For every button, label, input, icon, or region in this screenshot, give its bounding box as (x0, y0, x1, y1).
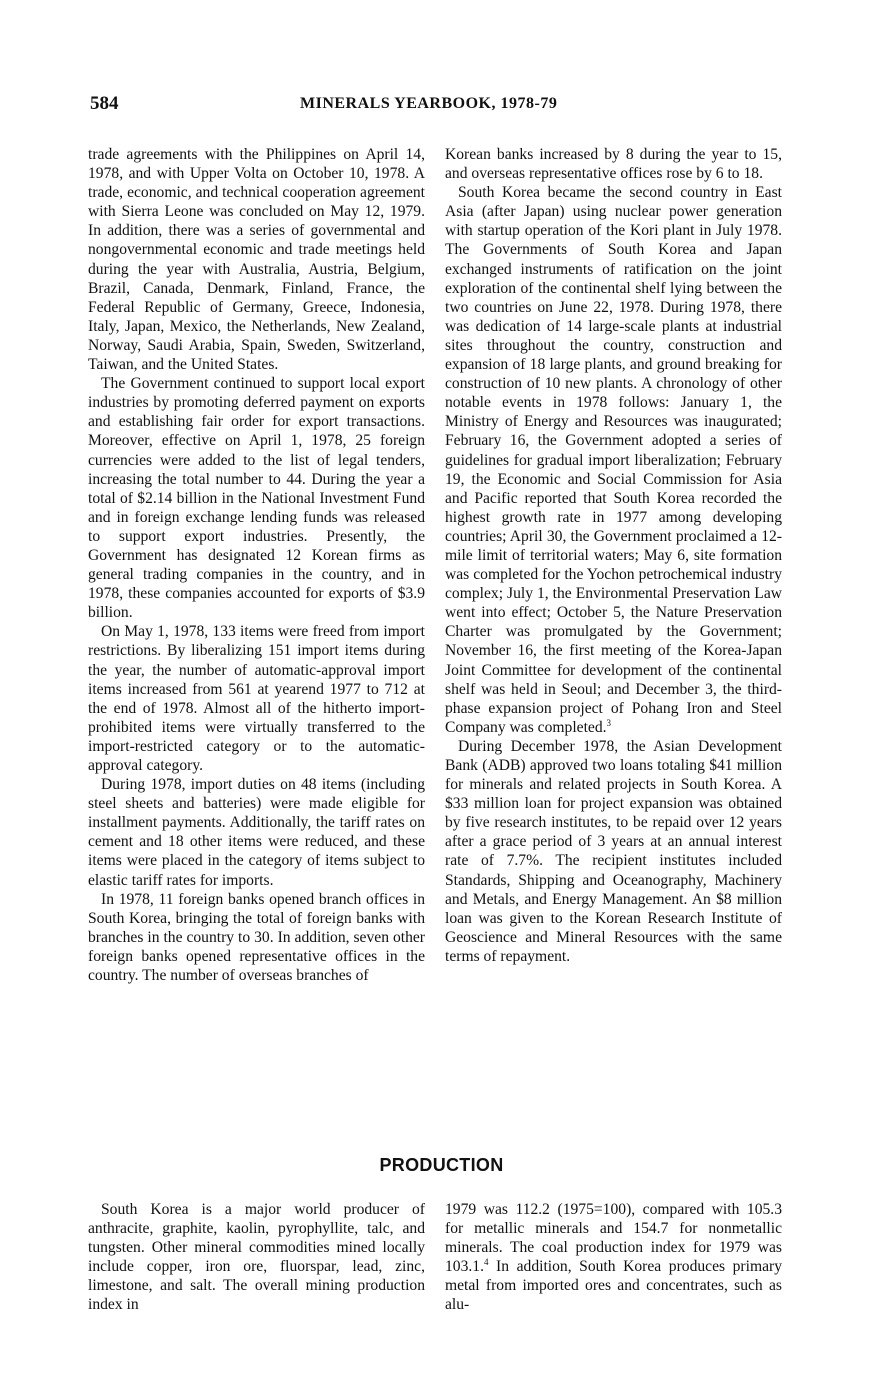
paragraph-text: 1979 was 112.2 (1975=100), compared with 105.3 for metallic minerals and 154.7 for nonmetallic minerals. The coal production index for 1979 was 103.1. (445, 1201, 782, 1276)
right-column-top (445, 145, 782, 966)
paragraph: During December 1978, the Asian Development Bank (ADB) approved two loans totaling $41 million for minerals and related projects in South Korea. A $33 million loan for project expansion was obtained by five research institutes, to be repaid over 12 years after a grace period of 3 years at an annual interest rate of 7.7%. The recipient institutes included Standards, Shipping and Oceanography, Machinery and Metals, and Energy Management. An $8 million loan was given to the Korean Research Institute of Geoscience and Mineral Resources with the same terms of repayment. (445, 737, 782, 965)
left-column-bottom (88, 1200, 425, 1315)
paragraph: South Korea is a major world producer of anthracite, graphite, kaolin, pyrophyllite, talc, and tungsten. Other mineral commodities mined locally include copper, iron ore, fluorspar, lead, zinc, limestone, and salt. The overall mining production index in (88, 1201, 425, 1314)
right-column-bottom (445, 1200, 782, 1315)
running-title: MINERALS YEARBOOK, 1978-79 (300, 95, 558, 112)
paragraph: trade agreements with the Philippines on April 14, 1978, and with Upper Volta on October 10, 1978. A trade, economic, and technical cooperation agreement with Sierra Leone was concluded on May 12, 1979. In addition, there was a series of governmental and nongovernmental economic and trade meetings held during the year with Australia, Austria, Belgium, Brazil, Canada, Denmark, Finland, France, the Federal Republic of Germany, Greece, Indonesia, Italy, Japan, Mexico, the Netherlands, New Zealand, Norway, Saudi Arabia, Spain, Sweden, Switzerland, Taiwan, and the United States. (88, 146, 425, 374)
paragraph: On May 1, 1978, 133 items were freed from import restrictions. By liberalizing 151 import items during the year, the number of automatic-approval import items increased from 561 at yearend 1977 to 712 at the end of 1978. Almost all of the hitherto import-prohibited items were virtually transferred to the import-restricted category or to the automatic-approval category. (88, 623, 425, 774)
footnote-marker: 4 (483, 1257, 489, 1268)
page-number: 584 (90, 93, 119, 114)
paragraph-text: South Korea became the second country in East Asia (after Japan) using nuclear power generation with startup operation of the Kori plant in July 1978. The Governments of South Korea and Japan exchanged instruments of ratification on the joint exploration of the continental shelf lying between the two countries on June 22, 1978. During 1978, there was dedication of 14 large-scale plants at industrial sites throughout the country, construction and expansion of 18 large plants, and ground breaking for construction of 10 new plants. A chronology of other notable events in 1978 follows: January 1, the Ministry of Energy and Resources was inaugurated; February 16, the Government adopted a series of guidelines for gradual import liberalization; February 19, the Economic and Social Commission for Asia and Pacific reported that South Korea recorded the highest growth rate in 1977 among developing countries; April 30, the Government proclaimed a 12-mile limit of territorial waters; May 6, site formation was completed for the Yochon petrochemical industry complex; July 1, the Environmental Preservation Law went into effect; October 5, the Nature Preservation Charter was promulgated by the Government; November 16, the first meeting of the Korea-Japan Joint Committee for development of the continental shelf was held in Seoul; and December 3, the third-phase expansion project of Pohang Iron and Steel Company was completed. (445, 184, 782, 736)
paragraph (445, 1200, 782, 1315)
paragraph-text-continued: In addition, South Korea produces primary metal from imported ores and concentrates, such as alu- (445, 1258, 782, 1314)
left-column-top (88, 145, 425, 985)
section-heading: PRODUCTION (379, 1155, 504, 1175)
paragraph: The Government continued to support local export industries by promoting deferred payment on exports and establishing fair order for export transactions. Moreover, effective on April 1, 1978, 25 foreign currencies were added to the list of legal tenders, increasing the total number to 44. During the year a total of $2.14 billion in the National Investment Fund and in foreign exchange lending funds was released to support export industries. Presently, the Government has designated 12 Korean firms as general trading companies in the country, and in 1978, these companies accounted for exports of $3.9 billion. (88, 375, 425, 622)
paragraph (445, 183, 782, 737)
page-header (90, 93, 790, 117)
paragraph: Korean banks increased by 8 during the year to 15, and overseas representative offices rose by 6 to 18. (445, 146, 782, 183)
paragraph: In 1978, 11 foreign banks opened branch offices in South Korea, bringing the total of foreign banks with branches in the country to 30. In addition, seven other foreign banks opened representative offices in the country. The number of overseas branches of (88, 890, 425, 985)
footnote-marker: 3 (606, 717, 612, 728)
paragraph: During 1978, import duties on 48 items (including steel sheets and batteries) were made eligible for installment payments. Additionally, the tariff rates on cement and 18 other items were reduced, and these items were placed in the category of items subject to elastic tariff rates for imports. (88, 776, 425, 889)
